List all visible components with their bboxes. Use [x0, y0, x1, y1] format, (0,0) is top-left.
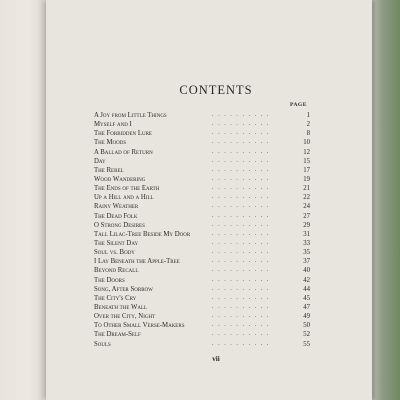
toc-entry-page: 47 [303, 303, 310, 311]
toc-entry-title: The Dead Folk [94, 212, 138, 220]
toc-entry [94, 111, 310, 120]
toc-entry [94, 257, 310, 266]
toc-leader-dots: .......... [212, 166, 273, 173]
toc-leader-dots: .......... [212, 203, 273, 210]
toc-entry-page: 29 [303, 221, 310, 229]
toc-entry-page: 49 [303, 313, 310, 321]
toc-entry-title: Rainy Weather [94, 203, 139, 211]
toc-entry [94, 184, 310, 193]
toc-leader-dots: .......... [212, 294, 273, 301]
toc-entry-title: Tall Lilac-Tree Beside My Door [94, 230, 191, 238]
toc-entry-page: 35 [303, 249, 310, 257]
toc-entry-page: 8 [306, 130, 310, 138]
page-column-header: PAGE [290, 102, 307, 108]
toc-entry-page: 44 [303, 285, 310, 293]
toc-entry-title: The Rebel [94, 166, 124, 174]
toc-entry-page: 21 [303, 185, 310, 193]
toc-entry-title: Up a Hill and a Hill [94, 194, 154, 202]
toc-leader-dots: .......... [212, 212, 273, 219]
toc-entry [94, 330, 310, 339]
toc-entry [94, 148, 310, 157]
toc-entry-title: Myself and I [94, 121, 132, 129]
book-cover-edge [370, 0, 400, 400]
toc-entry [94, 175, 310, 184]
toc-entry-title: Over the City, Night [94, 313, 156, 321]
toc-leader-dots: .......... [212, 130, 273, 137]
toc-leader-dots: .......... [212, 230, 273, 237]
toc-entry-title: O Strong Desires [94, 221, 145, 229]
toc-entry [94, 230, 310, 239]
toc-leader-dots: .......... [212, 239, 273, 246]
toc-entry [94, 239, 310, 248]
toc-leader-dots: .......... [212, 258, 273, 265]
toc-entry [94, 193, 310, 202]
toc-entry-title: The Moods [94, 139, 127, 147]
toc-entry-page: 33 [303, 239, 310, 247]
toc-entry-title: Beyond Recall [94, 267, 139, 275]
toc-entry-page: 1 [306, 112, 310, 119]
toc-leader-dots: .......... [212, 276, 273, 283]
toc-entry-title: The City's Cry [94, 294, 137, 302]
toc-entry-title: The Silent Day [94, 239, 139, 247]
toc-entry-title: The Dream-Self [94, 331, 141, 339]
toc-entry-page: 22 [303, 194, 310, 202]
toc-entry [94, 294, 310, 303]
toc-entry-title: The Ends of the Earth [94, 185, 160, 193]
toc-leader-dots: .......... [212, 340, 273, 347]
toc-entry [94, 212, 310, 221]
toc-entry-page: 17 [303, 166, 310, 174]
page-title: CONTENTS [179, 83, 253, 97]
toc-entry-title: A Ballad of Return [94, 148, 153, 156]
toc-entry-page: 55 [303, 340, 310, 348]
toc-entry-page: 15 [303, 157, 310, 165]
toc-entry-page: 10 [303, 139, 310, 147]
toc-leader-dots: .......... [212, 175, 273, 182]
toc-entry [94, 166, 310, 175]
toc-leader-dots: .......... [212, 139, 273, 146]
toc-entry [94, 285, 310, 294]
toc-leader-dots: .......... [212, 313, 273, 320]
toc-leader-dots: .......... [212, 221, 273, 228]
toc-entry [94, 221, 310, 230]
toc-entry-page: 31 [303, 230, 310, 238]
toc-leader-dots: .......... [212, 148, 273, 155]
facing-page-edge [0, 0, 52, 400]
toc-entry [94, 202, 310, 211]
toc-entry-title: Soul vs. Body [94, 249, 135, 257]
toc-entry-page: 50 [303, 322, 310, 330]
page-folio: vii [212, 355, 220, 363]
toc-entry-title: Beneath the Wall [94, 303, 148, 311]
toc-entry-page: 19 [303, 175, 310, 183]
toc-entry-title: Souls [94, 340, 111, 348]
toc-leader-dots: .......... [212, 185, 273, 192]
toc-entry-page: 37 [303, 258, 310, 266]
toc-entry-page: 42 [303, 276, 310, 284]
toc-entry-title: The Forbidden Lure [94, 130, 152, 138]
toc-entry-title: To Other Small Verse-Makers [94, 322, 185, 330]
toc-leader-dots: .......... [212, 112, 273, 118]
toc-entry-title: Day [94, 157, 106, 165]
toc-entry [94, 157, 310, 166]
toc-entry-title: Wood Wandering [94, 175, 146, 183]
toc-entry-page: 24 [303, 203, 310, 211]
toc-leader-dots: .......... [212, 285, 273, 292]
toc-entry [94, 129, 310, 138]
toc-entry [94, 120, 310, 129]
toc-entry-page: 27 [303, 212, 310, 220]
toc-entry-page: 2 [306, 121, 310, 129]
toc-leader-dots: .......... [212, 267, 273, 274]
toc-entry-page: 12 [303, 148, 310, 156]
toc-leader-dots: .......... [212, 157, 273, 164]
toc-entry [94, 321, 310, 330]
toc-entry-page: 45 [303, 294, 310, 302]
toc-entry-page: 52 [303, 331, 310, 339]
toc-entry-title: A Joy from Little Things [94, 112, 167, 119]
toc-entry [94, 303, 310, 312]
toc-entry [94, 266, 310, 275]
toc-leader-dots: .......... [212, 121, 273, 128]
toc-leader-dots: .......... [212, 303, 273, 310]
toc-entry-page: 40 [303, 267, 310, 275]
toc-entry [94, 138, 310, 147]
toc-leader-dots: .......... [212, 331, 273, 338]
toc-entry-title: I Lay Beneath the Apple-Tree [94, 258, 180, 266]
contents-page [46, 0, 372, 400]
toc-entry [94, 340, 310, 349]
toc-leader-dots: .......... [212, 249, 273, 256]
toc-entry [94, 312, 310, 321]
toc-entry-title: Song, After Sorrow [94, 285, 153, 293]
toc-leader-dots: .......... [212, 322, 273, 329]
toc-entry [94, 276, 310, 285]
table-of-contents [94, 111, 310, 349]
toc-entry [94, 248, 310, 257]
toc-leader-dots: .......... [212, 194, 273, 201]
toc-entry-title: The Doors [94, 276, 125, 284]
